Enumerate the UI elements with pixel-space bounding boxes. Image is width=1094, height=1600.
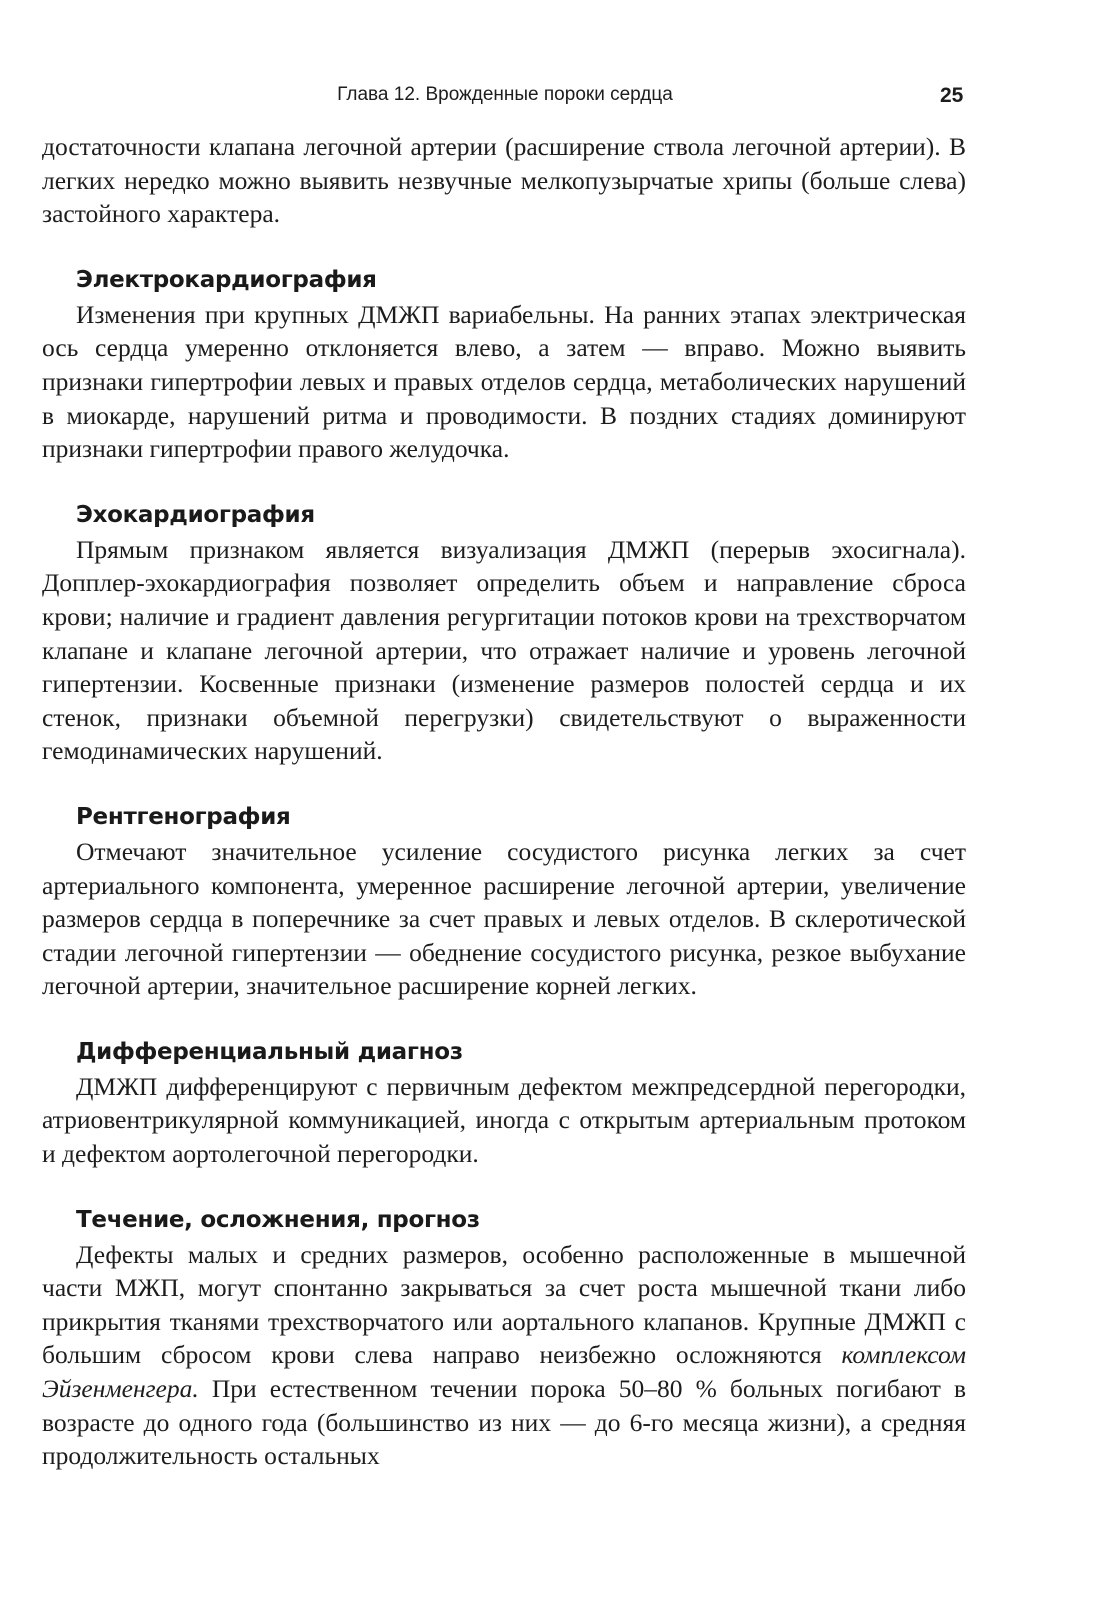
section-heading-ecg: Электрокардиография — [76, 266, 377, 293]
section-text-echo: Прямым признаком является визуализация ДМЖП (перерыв эхосигнала). Допплер-эхокардиография позволяет определить объем и направление сброса крови; наличие и градиент давления регургитации потоков крови на трехстворчатом клапане и клапане легочной артерии, что отражает наличие и уровень легочной гипертензии. Косвенные признаки (изменение размеров полостей сердца и их стенок, признаки объемной перегрузки) свидетельствуют о выраженности гемодинамических нарушений. — [42, 534, 966, 766]
running-head — [0, 84, 1094, 114]
intro-paragraph: достаточности клапана легочной артерии (расширение ствола легочной артерии). В легких нередко можно выявить незвучные мелкопузырчатые хрипы (больше слева) застойного характера. — [42, 132, 966, 229]
page-number: 25 — [940, 84, 964, 107]
section-heading-xray: Рентгенография — [76, 803, 291, 830]
section-heading-prognosis: Течение, осложнения, прогноз — [76, 1206, 480, 1233]
prognosis-text-part1: Дефекты малых и средних размеров, особенно расположенные в мышечной части МЖП, могут спонтанно закрываться за счет роста мышечной ткани либо прикрытия тканями трехстворчатого или аортального клапанов. Крупные ДМЖП с большим сбросом крови слева направо неизбежно осложняются — [42, 1239, 966, 1370]
section-text-ecg: Изменения при крупных ДМЖП вариабельны. На ранних этапах электрическая ось сердца умеренно отклоняется влево, а затем — вправо. Можно выявить признаки гипертрофии левых и правых отделов сердца, метаболических нарушений в миокарде, нарушений ритма и проводимости. В поздних стадиях доминируют признаки гипертрофии правого желудочка. — [42, 299, 966, 464]
section-heading-echo: Эхокардиография — [76, 501, 315, 528]
prognosis-text-part2: При естественном течении порока 50–80 % больных погибают в возрасте до одного года (большинство из них — до 6-го месяца жизни), а средняя продолжительность остальных — [42, 1374, 966, 1471]
page-content — [42, 130, 966, 1473]
eisenmenger-term: комплексом Эйзенменгера. — [42, 1340, 966, 1404]
chapter-title: Глава 12. Врожденные пороки сердца — [337, 84, 673, 105]
section-text-prognosis — [42, 1238, 966, 1473]
section-text-differential: ДМЖП дифференцируют с первичным дефектом межпредсердной перегородки, атриовентрикулярной коммуникацией, иногда с открытым артериальным протоком и дефектом аортолегочной перегородки. — [42, 1071, 966, 1169]
section-heading-differential: Дифференциальный диагноз — [76, 1038, 463, 1065]
section-text-xray: Отмечают значительное усиление сосудистого рисунка легких за счет артериального компонента, умеренное расширение легочной артерии, увеличение размеров сердца в поперечнике за счет правых и левых отделов. В склеротической стадии легочной гипертензии — обеднение сосудистого рисунка, резкое выбухание легочной артерии, значительное расширение корней легких. — [42, 836, 966, 1001]
